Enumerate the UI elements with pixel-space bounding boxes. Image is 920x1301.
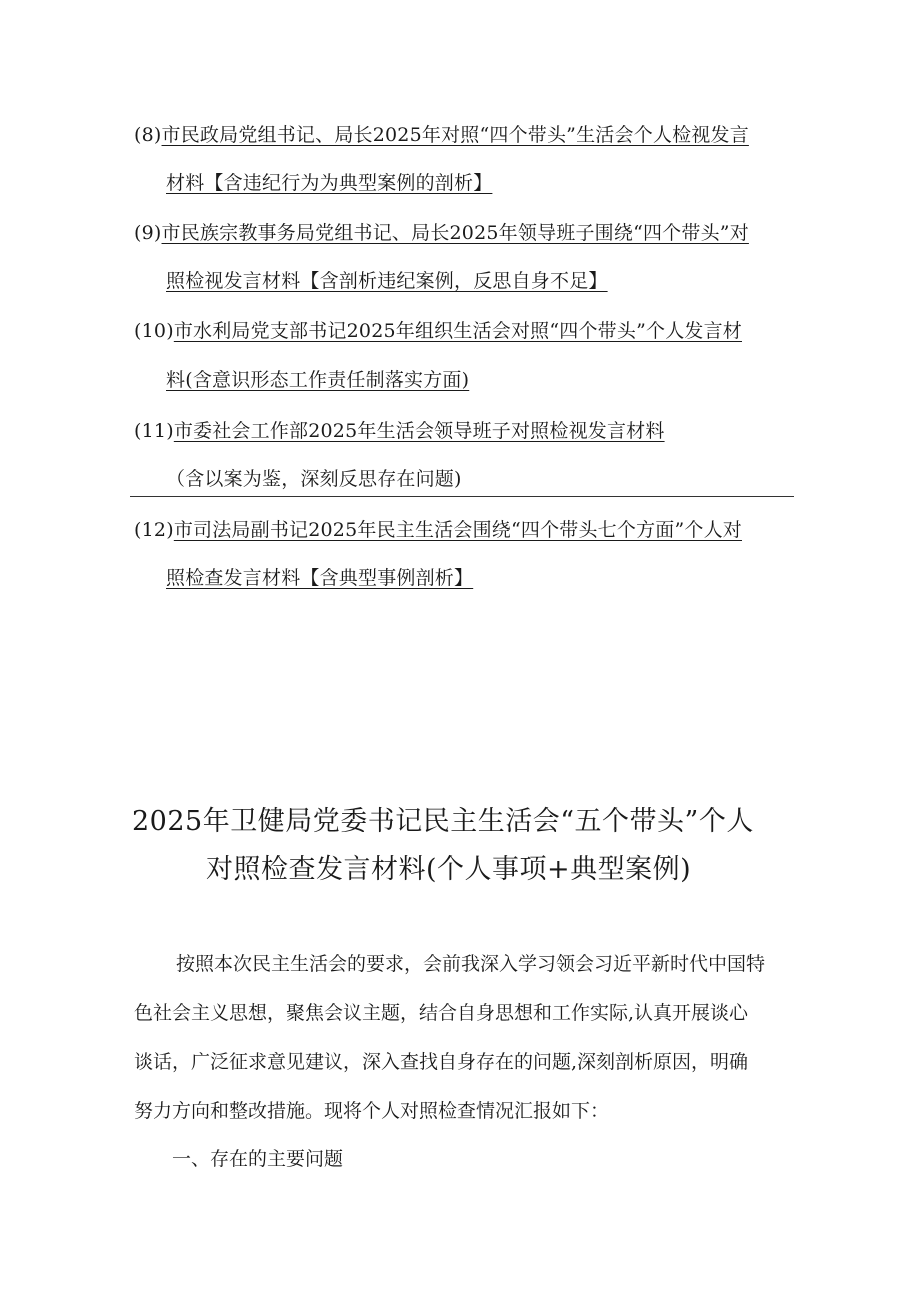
- toc-item-11-line2[interactable]: [166, 466, 462, 492]
- toc-item-link[interactable]: 市水利局党支部书记2025年组织生活会对照“四个带头”个人发言材: [173, 320, 742, 342]
- toc-item-number: (12): [134, 519, 174, 541]
- separator-line: [130, 496, 794, 497]
- toc-item-link[interactable]: 照检视发言材料【含剖析违纪案例，反思自身不足】: [166, 270, 608, 292]
- toc-item-link[interactable]: （含以案为鉴，深刻反思存在问题): [166, 468, 462, 490]
- toc-item-10-line2[interactable]: [166, 367, 469, 393]
- toc-item-link[interactable]: 材料【含违纪行为为典型案例的剖析】: [166, 172, 493, 194]
- toc-item-12-line1[interactable]: [134, 517, 742, 543]
- toc-item-link[interactable]: 市民政局党组书记、局长2025年对照“四个带头”生活会个人检视发言: [161, 124, 749, 146]
- toc-item-link[interactable]: 料(含意识形态工作责任制落实方面): [166, 369, 470, 391]
- toc-item-link[interactable]: 市委社会工作部2025年生活会领导班子对照检视发言材料: [173, 420, 665, 442]
- toc-item-number: (10): [134, 320, 174, 342]
- toc-item-number: (11): [134, 420, 174, 442]
- toc-item-9-line1[interactable]: [134, 220, 749, 246]
- intro-paragraph-line: 色社会主义思想，聚焦会议主题，结合自身思想和工作实际,认真开展谈心: [134, 1002, 749, 1024]
- intro-paragraph-line: 谈话，广泛征求意见建议，深入查找自身存在的问题,深刻剖析原因，明确: [134, 1051, 749, 1073]
- document-title-line2: 对照检查发言材料(个人事项+典型案例): [206, 854, 692, 885]
- toc-item-10-line1[interactable]: [134, 318, 742, 344]
- document-title-line1: 2025年卫健局党委书记民主生活会“五个带头”个人: [132, 806, 754, 837]
- toc-item-8-line2[interactable]: [166, 170, 492, 196]
- toc-item-link[interactable]: 市司法局副书记2025年民主生活会围绕“四个带头七个方面”个人对: [173, 519, 742, 541]
- toc-item-link[interactable]: 市民族宗教事务局党组书记、局长2025年领导班子围绕“四个带头”对: [161, 222, 749, 244]
- toc-item-link[interactable]: 照检查发言材料【含典型事例剖析】: [166, 567, 474, 589]
- intro-paragraph-line: 努力方向和整改措施。现将个人对照检查情况汇报如下：: [134, 1100, 610, 1122]
- toc-item-9-line2[interactable]: [166, 268, 608, 294]
- intro-paragraph-line: 按照本次民主生活会的要求，会前我深入学习领会习近平新时代中国特: [176, 953, 766, 975]
- toc-item-number: (9): [134, 222, 162, 244]
- section-heading: 一、存在的主要问题: [172, 1148, 344, 1170]
- toc-item-11-line1[interactable]: [134, 418, 665, 444]
- toc-item-8-line1[interactable]: [134, 122, 749, 148]
- toc-item-number: (8): [134, 124, 162, 146]
- toc-item-12-line2[interactable]: [166, 565, 473, 591]
